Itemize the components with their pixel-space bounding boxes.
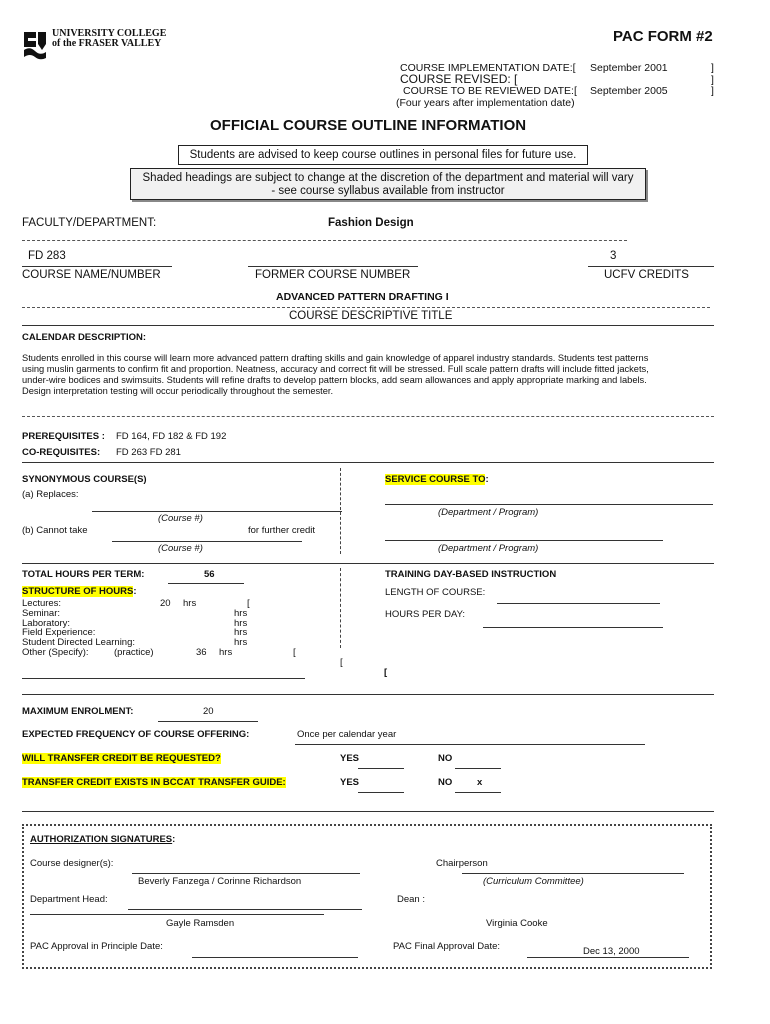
revised-bracket: ] <box>711 74 714 86</box>
pac-final-line[interactable] <box>527 957 689 958</box>
auth-separator <box>22 811 714 812</box>
calendar-heading: CALENDAR DESCRIPTION: <box>22 332 147 343</box>
course-title-line <box>22 307 710 308</box>
calendar-separator <box>22 416 714 417</box>
calendar-line: using muslin garments to confirm fit and proportion. Neatness, accuracy and correct fit will be stressed. Full scale pattern drafts will include fitted jackets, <box>22 364 649 374</box>
pac-final-label: PAC Final Approval Date: <box>393 941 501 952</box>
impl-date-label: COURSE IMPLEMENTATION DATE:[ <box>400 62 576 74</box>
faculty-value: Fashion Design <box>328 217 414 229</box>
hours-row-unit: hrs <box>234 627 248 639</box>
frequency-label: EXPECTED FREQUENCY OF COURSE OFFERING: <box>22 729 250 740</box>
designer-names: Beverly Fanzega / Corinne Richardson <box>138 876 302 887</box>
faculty-underline <box>22 240 627 241</box>
hours-row-other <box>22 648 322 658</box>
transfer-q1-text: WILL TRANSFER CREDIT BE REQUESTED? <box>22 753 221 764</box>
auth-heading-colon: : <box>172 834 176 845</box>
transfer-q2 <box>22 777 286 788</box>
total-hours-line <box>168 583 244 584</box>
total-hours-label: TOTAL HOURS PER TERM: <box>22 569 145 580</box>
hours-per-day-line <box>483 627 663 628</box>
hours-row-unit: hrs <box>234 617 248 629</box>
bracket-column-top <box>340 468 342 554</box>
hours-table <box>22 599 322 658</box>
hours-row-value: 20 <box>160 598 171 609</box>
training-bracket: [ <box>384 667 388 678</box>
review-note: (Four years after implementation date) <box>396 97 575 109</box>
hours-row-lectures <box>22 599 322 609</box>
transfer-q1-yes-line[interactable] <box>358 768 404 769</box>
replaces-label: (a) Replaces: <box>22 489 79 500</box>
cannot-take-line <box>112 541 302 542</box>
credits-line <box>588 266 714 267</box>
cannot-take-label: (b) Cannot take <box>22 525 88 536</box>
transfer-q2-text: TRANSFER CREDIT EXISTS IN BCCAT TRANSFER GUIDE: <box>22 777 286 788</box>
further-credit-label: for further credit <box>248 525 316 536</box>
shaded-notice-line1: Shaded headings are subject to change at the discretion of the department and material will vary <box>142 172 634 184</box>
transfer-q1-no-line[interactable] <box>455 768 501 769</box>
notice-text: Students are advised to keep course outlines in personal files for future use. <box>189 149 577 161</box>
course-number-label: COURSE NAME/NUMBER <box>22 269 161 281</box>
length-label: LENGTH OF COURSE: <box>385 587 486 598</box>
hours-row-unit: hrs <box>183 598 197 609</box>
service-heading <box>385 474 489 485</box>
coreq-separator <box>22 462 714 463</box>
transfer-q2-no: NO <box>438 777 453 788</box>
review-date-value: September 2005 <box>590 85 668 97</box>
prereq-label: PREREQUISITES : <box>22 431 105 442</box>
frequency-line <box>295 744 645 745</box>
hours-row-unit: hrs <box>234 607 248 619</box>
designer-label: Course designer(s): <box>30 858 114 869</box>
impl-date-value: September 2001 <box>590 62 668 74</box>
hours-row-label: Student Directed Learning: <box>22 637 136 649</box>
dept-hint-2: (Department / Program) <box>438 543 539 554</box>
calendar-line: Design interpretation testing will occur periodically throughout the semester. <box>22 386 334 396</box>
hours-row-label: Laboratory: <box>22 617 71 629</box>
shaded-notice-line2: - see course syllabus available from instructor <box>271 185 505 197</box>
former-number-label: FORMER COURSE NUMBER <box>255 269 411 281</box>
coreq-label: CO-REQUISITES: <box>22 447 101 458</box>
transfer-q2-no-line[interactable] <box>455 792 501 793</box>
form-title: PAC FORM #2 <box>613 28 713 45</box>
dept-hint-1: (Department / Program) <box>438 507 539 518</box>
replaces-line <box>92 511 342 512</box>
hours-row-label: Other (Specify): <box>22 646 89 658</box>
frequency-value: Once per calendar year <box>297 729 397 740</box>
synonymous-heading: SYNONYMOUS COURSE(S) <box>22 474 147 485</box>
structure-heading-colon: : <box>133 586 137 597</box>
enrolment-value: 20 <box>203 706 214 717</box>
pac-principle-line[interactable] <box>192 957 358 958</box>
training-heading: TRAINING DAY-BASED INSTRUCTION <box>385 569 557 580</box>
dean-name: Virginia Cooke <box>486 918 548 929</box>
transfer-q2-yes-line[interactable] <box>358 792 404 793</box>
notice-box <box>178 145 588 165</box>
hours-row-extra: (practice) <box>114 646 154 658</box>
hours-separator <box>22 563 714 564</box>
dean-label: Dean : <box>397 894 425 905</box>
service-heading-colon: : <box>485 474 489 485</box>
course-hint-a: (Course #) <box>158 513 203 524</box>
chair-sign-line[interactable] <box>462 873 684 874</box>
course-title-label: COURSE DESCRIPTIVE TITLE <box>289 310 453 322</box>
college-logo <box>22 28 172 62</box>
head-name: Gayle Ramsden <box>166 918 235 929</box>
head-sign-line-a[interactable] <box>128 909 362 910</box>
hours-row-unit: hrs <box>234 637 248 649</box>
transfer-q1-no: NO <box>438 753 453 764</box>
calendar-line: Students enrolled in this course will learn more advanced pattern drafting skills and gain knowledge of apparel industry standards. Students test patterns <box>22 353 649 363</box>
transfer-q1-yes: YES <box>340 753 360 764</box>
course-number-line <box>22 266 172 267</box>
pac-principle-label: PAC Approval in Principle Date: <box>30 941 163 952</box>
hours-row-label: Lectures: <box>22 598 62 609</box>
transfer-q2-yes: YES <box>340 777 360 788</box>
length-line <box>497 603 660 604</box>
calendar-description <box>22 353 712 397</box>
hours-bottom-line <box>22 678 305 679</box>
logo-mark-icon <box>22 28 48 60</box>
hours-per-day-label: HOURS PER DAY: <box>385 609 466 620</box>
calendar-line: under-wire bodices and swimsuits. Students will refine drafts to develop pattern blocks, add seam allowances and apply appropriate marking and labels. <box>22 375 647 385</box>
pac-final-value: Dec 13, 2000 <box>583 946 640 957</box>
chair-label: Chairperson <box>436 858 488 869</box>
enrolment-line <box>158 721 258 722</box>
structure-heading <box>22 586 137 597</box>
hours-row-unit: hrs <box>219 646 233 658</box>
review-date-label: COURSE TO BE REVIEWED DATE:[ <box>403 85 577 97</box>
course-hint-b: (Course #) <box>158 543 203 554</box>
enrolment-separator <box>22 694 714 695</box>
credits-label: UCFV CREDITS <box>604 269 689 281</box>
impl-date-bracket: ] <box>711 62 714 74</box>
bracket-mark: [ <box>340 657 343 668</box>
separator-top <box>22 325 714 326</box>
structure-heading-text: STRUCTURE OF HOURS <box>22 586 134 597</box>
prereq-value: FD 164, FD 182 & FD 192 <box>116 431 227 442</box>
enrolment-label: MAXIMUM ENROLMENT: <box>22 706 134 717</box>
course-title: ADVANCED PATTERN DRAFTING I <box>276 291 449 303</box>
former-number-line <box>248 266 418 267</box>
transfer-q2-no-mark: x <box>477 777 483 788</box>
hours-row-label: Seminar: <box>22 607 61 619</box>
service-line-1 <box>385 504 713 505</box>
chair-note: (Curriculum Committee) <box>483 876 584 887</box>
faculty-label: FACULTY/DEPARTMENT: <box>22 217 157 229</box>
designer-sign-line[interactable] <box>132 873 360 874</box>
total-hours-value: 56 <box>204 569 215 580</box>
hours-row-value: 36 <box>196 646 207 658</box>
auth-heading-text: AUTHORIZATION SIGNATURES <box>30 834 173 845</box>
revised-label: COURSE REVISED: [ <box>400 72 518 86</box>
head-sign-line-b[interactable] <box>30 914 324 915</box>
hours-row-label: Field Experience: <box>22 627 96 639</box>
coreq-value: FD 263 FD 281 <box>116 447 181 458</box>
hours-row-bracket: [ <box>293 646 296 658</box>
logo-line1: UNIVERSITY COLLEGE <box>52 28 167 39</box>
transfer-q1 <box>22 753 221 764</box>
course-credits: 3 <box>610 250 617 262</box>
shaded-notice-box <box>130 168 646 200</box>
service-heading-text: SERVICE COURSE TO <box>385 474 486 485</box>
course-number: FD 283 <box>28 250 66 262</box>
hours-row-bracket: [ <box>247 598 250 609</box>
review-date-bracket: ] <box>711 85 714 97</box>
auth-heading <box>30 834 175 845</box>
logo-line2: of the FRASER VALLEY <box>52 38 162 49</box>
service-line-2 <box>385 540 663 541</box>
head-label: Department Head: <box>30 894 108 905</box>
bracket-column-bottom <box>340 568 342 648</box>
page-title: OFFICIAL COURSE OUTLINE INFORMATION <box>210 117 527 134</box>
